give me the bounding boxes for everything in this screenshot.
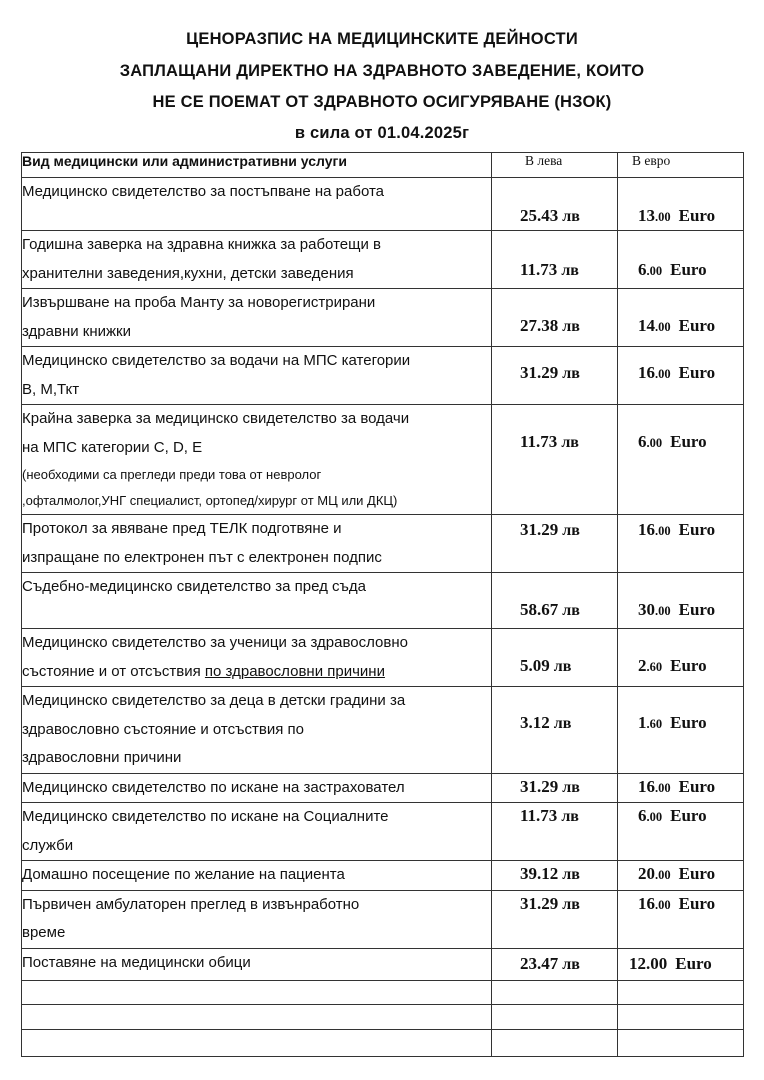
price-bgn-unit: лв [549, 715, 572, 732]
price-eur-value: 16 [638, 520, 655, 539]
service-line: Протокол за явяване пред ТЕЛК подготвяне и [22, 520, 342, 537]
price-bgn-value: 23.47 [520, 953, 559, 973]
price-bgn-value: 11.73 [520, 432, 558, 451]
price-bgn-cell [492, 347, 618, 405]
price-bgn-value: 25.43 [520, 206, 559, 225]
service-line: служби [22, 836, 74, 854]
title-line-1: ЦЕНОРАЗПИС НА МЕДИЦИНСКИТЕ ДЕЙНОСТИ [186, 30, 578, 48]
table-row [22, 289, 744, 347]
table-row [22, 861, 744, 891]
price-eur-decimals: .00 [655, 897, 671, 912]
price-eur-unit: Euro [678, 864, 716, 883]
title-line-3: НЕ СЕ ПОЕМАТ ОТ ЗДРАВНОТО ОСИГУРЯВАНЕ (НЗОК) [152, 93, 612, 111]
title-line-2: ЗАПЛАЩАНИ ДИРЕКТНО НА ЗДРАВНОТО ЗАВЕДЕНИЕ, КОИТО [119, 62, 645, 80]
price-bgn-value: 11.73 [520, 806, 558, 825]
price-eur-value: 1 [638, 713, 647, 732]
service-line: Медицинско свидетелство за деца в детски градини за [22, 692, 406, 709]
price-bgn-unit: лв [558, 522, 580, 539]
price-eur-decimals: .00 [655, 604, 671, 618]
price-eur-decimals: .00 [655, 320, 671, 334]
price-bgn-value: 31.29 [520, 520, 559, 539]
empty-cell [618, 1004, 744, 1029]
price-eur-unit: Euro [678, 206, 716, 225]
table-row [22, 405, 744, 515]
price-eur-unit: Euro [678, 316, 716, 335]
price-bgn-cell [492, 687, 618, 774]
empty-cell [492, 980, 618, 1004]
empty-cell [492, 1004, 618, 1029]
price-eur-unit: Euro [678, 520, 716, 539]
price-eur-value: 16 [638, 893, 655, 913]
table-header-row [22, 153, 744, 178]
price-bgn-value: 3.12 [520, 713, 550, 732]
price-bgn-unit: лв [557, 262, 579, 279]
service-note: (необходими са прегледи преди това от невролог [22, 467, 322, 482]
empty-table-row [22, 980, 744, 1004]
service-line: Съдебно-медицинско свидетелство за пред съда [22, 578, 366, 595]
price-eur-value: 12.00 [629, 953, 668, 973]
service-line: В, М,Ткт [22, 380, 80, 398]
empty-cell [618, 1029, 744, 1056]
service-note: ,офталмолог,УНГ специалист, ортопед/хирург от МЦ или ДКЦ) [22, 493, 398, 508]
price-bgn-cell [492, 515, 618, 573]
empty-cell [22, 980, 492, 1004]
price-bgn-cell [492, 773, 618, 803]
service-line: време [22, 924, 66, 941]
header-service: Вид медицински или административни услуги [22, 153, 492, 178]
price-eur-value: 13 [638, 206, 655, 225]
table-row [22, 629, 744, 687]
service-description [22, 861, 492, 891]
price-bgn-cell [492, 629, 618, 687]
price-eur-cell [618, 231, 744, 289]
service-line: на МПС категории С, D, Е [22, 438, 203, 456]
price-eur-decimals: .00 [646, 810, 663, 824]
price-bgn-cell [492, 861, 618, 891]
empty-table-row [22, 1029, 744, 1056]
price-eur-cell [618, 347, 744, 405]
price-eur-cell [618, 515, 744, 573]
price-eur-decimals: .00 [655, 210, 671, 224]
price-bgn-value: 58.67 [520, 600, 559, 619]
empty-table-row [22, 1004, 744, 1029]
price-eur-unit: Euro [670, 806, 707, 825]
price-eur-cell [618, 405, 744, 515]
service-description [22, 573, 492, 629]
price-eur-value: 14 [638, 316, 655, 335]
service-line: хранителни заведения,кухни, детски заведения [22, 264, 354, 282]
price-eur-decimals: .00 [646, 436, 663, 450]
price-bgn-unit: лв [558, 866, 580, 883]
price-eur-cell [618, 687, 744, 774]
price-bgn-unit: лв [557, 808, 579, 825]
service-line-underlined: по здравословни причини [204, 662, 385, 680]
price-bgn-cell [492, 178, 618, 231]
service-line: Медицинско свидетелство за водачи на МПС категории [22, 352, 411, 369]
header-bgn: В лева [492, 153, 618, 178]
table-row [22, 178, 744, 231]
service-line: изпращане по електронен път с електронен подпис [22, 548, 382, 566]
price-eur-value: 30 [638, 600, 655, 619]
service-line: Медицинско свидетелство по искане на застраховател [22, 778, 405, 796]
price-eur-unit: Euro [678, 776, 716, 796]
price-bgn-unit: лв [558, 602, 580, 619]
price-bgn-unit: лв [558, 955, 580, 973]
table-row [22, 515, 744, 573]
service-description [22, 773, 492, 803]
price-eur-cell [618, 178, 744, 231]
service-line: здравословни причини [22, 749, 182, 766]
service-line: Извършване на проба Манту за новорегистрирани [22, 294, 376, 311]
service-description [22, 515, 492, 573]
empty-cell [22, 1004, 492, 1029]
price-bgn-cell [492, 405, 618, 515]
price-eur-decimals: .60 [646, 717, 663, 731]
price-eur-cell [618, 803, 744, 861]
price-bgn-unit: лв [558, 778, 580, 796]
price-eur-cell [618, 629, 744, 687]
price-eur-value: 6 [638, 432, 647, 451]
price-eur-decimals: .00 [655, 524, 671, 538]
service-line: Домашно посещение по желание на пациента [22, 866, 345, 883]
price-eur-cell [618, 773, 744, 803]
header-eur: В евро [618, 153, 744, 178]
table-row [22, 803, 744, 861]
price-eur-cell [618, 861, 744, 891]
table-row [22, 231, 744, 289]
price-eur-decimals: .00 [646, 264, 663, 278]
empty-cell [22, 1029, 492, 1056]
price-eur-cell [618, 890, 744, 948]
price-eur-unit: Euro [670, 432, 707, 451]
price-eur-decimals: .00 [655, 780, 671, 795]
service-description [22, 405, 492, 515]
service-line: Крайна заверка за медицинско свидетелство за водачи [22, 410, 410, 427]
service-line: Поставяне на медицински обици [22, 953, 251, 971]
price-bgn-unit: лв [558, 208, 580, 225]
price-bgn-cell [492, 289, 618, 347]
price-table-body [22, 178, 744, 1057]
price-eur-unit: Euro [670, 656, 707, 675]
price-bgn-value: 11.73 [520, 260, 558, 279]
service-description [22, 890, 492, 948]
price-eur-unit: Euro [670, 713, 707, 732]
price-eur-decimals: .60 [646, 660, 663, 674]
price-eur-value: 16 [638, 363, 655, 382]
price-bgn-value: 31.29 [520, 776, 559, 796]
price-eur-cell [618, 573, 744, 629]
table-row [22, 890, 744, 948]
service-line: състояние и от отсъствия [22, 662, 205, 680]
price-eur-value: 20 [638, 864, 655, 883]
table-row [22, 948, 744, 980]
empty-cell [618, 980, 744, 1004]
price-eur-value: 6 [638, 260, 647, 279]
price-eur-unit: Euro [678, 893, 716, 913]
service-description [22, 629, 492, 687]
price-eur-value: 6 [638, 806, 647, 825]
price-eur-unit: Euro [675, 953, 712, 973]
price-eur-unit: Euro [670, 260, 707, 279]
service-description [22, 948, 492, 980]
price-bgn-unit: лв [558, 318, 580, 335]
price-eur-value: 2 [638, 656, 647, 675]
service-description [22, 803, 492, 861]
price-eur-decimals: .00 [655, 868, 671, 882]
service-description [22, 347, 492, 405]
table-row [22, 347, 744, 405]
service-description [22, 178, 492, 231]
service-description [22, 687, 492, 774]
service-line: Медицинско свидетелство за постъпване на работа [22, 183, 385, 200]
price-bgn-value: 31.29 [520, 363, 559, 382]
price-eur-cell [618, 289, 744, 347]
table-row [22, 573, 744, 629]
price-bgn-cell [492, 890, 618, 948]
service-description [22, 231, 492, 289]
service-line: Годишна заверка на здравна книжка за работещи в [22, 236, 381, 253]
price-bgn-value: 27.38 [520, 316, 559, 335]
price-table [21, 152, 744, 1057]
price-bgn-cell [492, 803, 618, 861]
price-eur-cell [618, 948, 744, 980]
price-bgn-value: 31.29 [520, 893, 559, 913]
service-line: Първичен амбулаторен преглед в извънработно [22, 895, 360, 913]
price-bgn-unit: лв [557, 434, 579, 451]
price-bgn-cell [492, 573, 618, 629]
price-bgn-unit: лв [558, 365, 580, 382]
price-eur-decimals: .00 [655, 367, 671, 381]
price-eur-value: 16 [638, 776, 655, 796]
service-line: Медицинско свидетелство за ученици за здравословно [22, 634, 408, 651]
service-line: здравословно състояние и отсъствия по [22, 720, 304, 738]
table-row [22, 773, 744, 803]
service-line: здравни книжки [22, 322, 131, 340]
price-bgn-unit: лв [549, 658, 572, 675]
empty-cell [492, 1029, 618, 1056]
price-eur-unit: Euro [678, 363, 716, 382]
price-bgn-cell [492, 948, 618, 980]
price-bgn-value: 5.09 [520, 656, 550, 675]
service-description [22, 289, 492, 347]
effective-date: в сила от 01.04.2025г [294, 124, 470, 142]
service-line: Медицинско свидетелство по искане на Социалните [22, 808, 389, 825]
price-bgn-value: 39.12 [520, 864, 559, 883]
table-row [22, 687, 744, 774]
price-bgn-unit: лв [558, 895, 580, 913]
price-eur-unit: Euro [678, 600, 716, 619]
price-bgn-cell [492, 231, 618, 289]
